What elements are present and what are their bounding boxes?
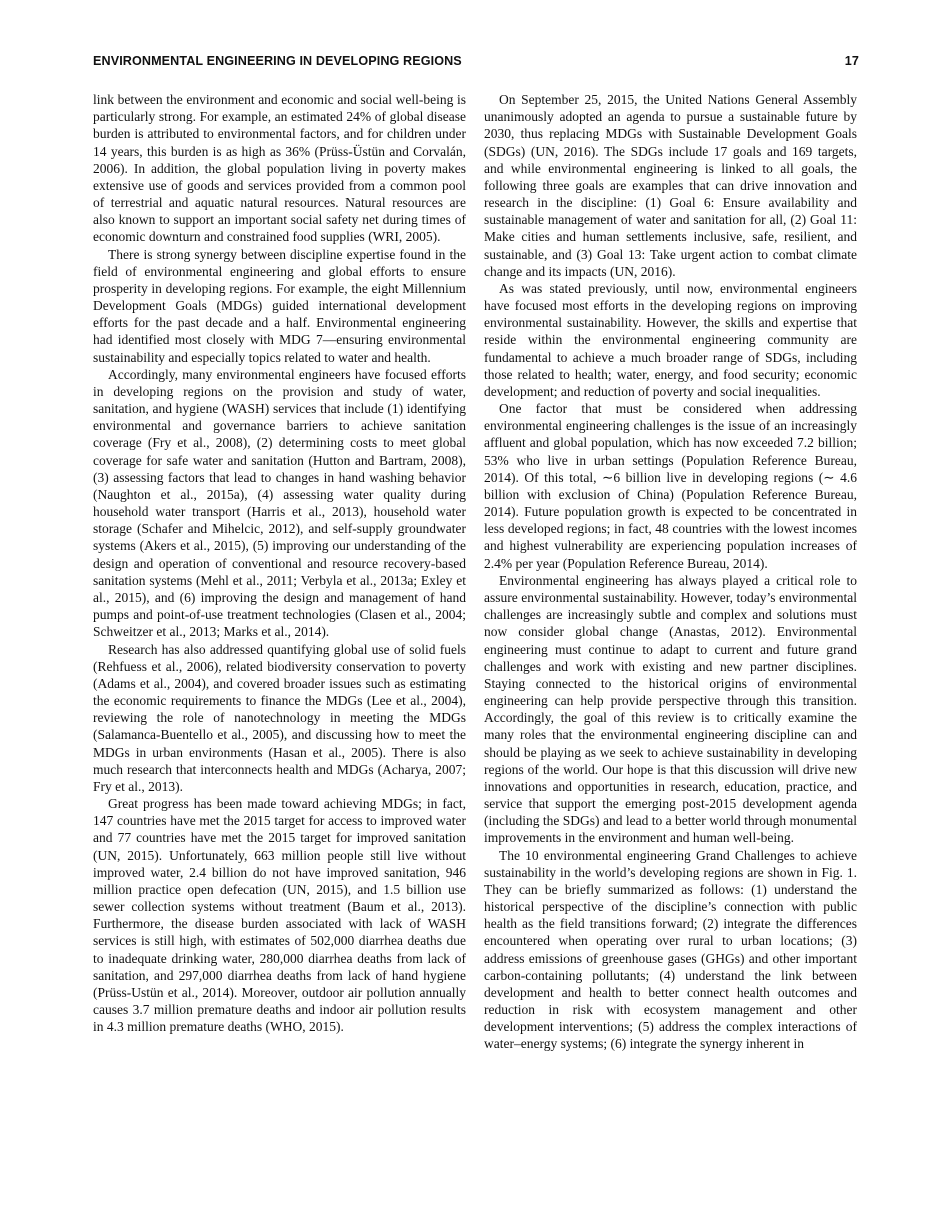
- page-number: 17: [844, 54, 859, 68]
- paragraph: Accordingly, many environmental engineers have focused efforts in developing regions on the provision and study of water, sanitation, and hygiene (WASH) services that include (1) identifying environmental and governance barriers to achieve sanitation coverage (Fry et al., 2008), (2) determining costs to meet global coverage for safe water and sanitation (Hutton and Bartram, 2008), (3) assessing factors that lead to changes in hand washing behavior (Naughton et al., 2015a), (4) assessing water quality during household water transport (Harris et al., 2013), household water storage (Schafer and Mihelcic, 2012), and self-supply groundwater systems (Akers et al., 2015), (5) improving our understanding of the design and operation of conventional and resource recovery-based sanitation systems (Mehl et al., 2011; Verbyla et al., 2013a; Exley et al., 2015), and (6) improving the design and management of hand pumps and point-of-use treatment technologies (Clasen et al., 2004; Schweitzer et al., 2013; Marks et al., 2014).: [93, 366, 466, 640]
- paragraph: The 10 environmental engineering Grand Challenges to achieve sustainability in the world’s developing regions are shown in Fig. 1. They can be briefly summarized as follows: (1) understand the historical perspective of the discipline’s connection with public health as the field transitions forward; (2) integrate the differences encountered when operating over rural to urban locations; (3) address emissions of greenhouse gases (GHGs) and other important carbon-containing pollutants; (4) understand the link between development and health to better connect health outcomes and reduction in risk with ecosystem management and other development interventions; (5) address the complex interactions of water–energy systems; (6) integrate the synergy inherent in: [484, 847, 857, 1052]
- running-header: [93, 54, 859, 72]
- left-column: [93, 91, 466, 1035]
- paragraph: Research has also addressed quantifying global use of solid fuels (Rehfuess et al., 2006), related biodiversity conservation to poverty (Adams et al., 2004), and covered broader issues such as estimating the economic requirements to finance the MDGs (Lee et al., 2004), reviewing the role of nanotechnology in meeting the MDGs (Salamanca-Buentello et al., 2005), and discussing how to meet the MDGs in urban environments (Hasan et al., 2005). There is also much research that interconnects health and MDGs (Acharya, 2007; Fry et al., 2013).: [93, 641, 466, 794]
- paragraph: There is strong synergy between discipline expertise found in the field of environmental engineering and global efforts to ensure prosperity in developing regions. For example, the eight Millennium Development Goals (MDGs) guided international development efforts for the past decade and a half. Environmental engineering had identified most closely with MDG 7—ensuring environmental sustainability and especially topics related to water and health.: [93, 246, 466, 365]
- right-column: [484, 91, 857, 1053]
- running-title: ENVIRONMENTAL ENGINEERING IN DEVELOPING REGIONS: [93, 54, 462, 68]
- paragraph: link between the environment and economic and social well-being is particularly strong. For example, an estimated 24% of global disease burden is attributed to environmental factors, and for children under 14 years, this burden is as high as 36% (Prüss-Üstün and Corvalán, 2006). In addition, the global population living in poverty makes extensive use of goods and services provided from a common pool of terrestrial and aquatic natural resources. Natural resources are also known to support an important social safety net during times of economic downturn and constrained food supplies (WRI, 2005).: [93, 92, 466, 245]
- paragraph: Environmental engineering has always played a critical role to assure environmental sustainability. However, today’s environmental challenges are increasingly subtle and complex and solutions must now consider global change (Anastas, 2012). Environmental engineering must continue to adapt to current and future grand challenges and work with existing and new partner disciplines. Staying connected to the historical origins of environmental engineering can help provide perspective through this transition. Accordingly, the goal of this review is to critically examine the many roles that the environmental engineering discipline can and should be playing as we seek to achieve sustainability in developing regions of the world. Our hope is that this discussion will drive new innovations and opportunities in research, education, practice, and service that support the emerging post-2015 development agenda (including the SDGs) and lead to a better world through monumental improvements in the environment and human well-being.: [484, 572, 857, 846]
- paragraph: As was stated previously, until now, environmental engineers have focused most efforts in the developing regions on improving environmental sustainability. However, the skills and expertise that reside within the environmental engineering community are fundamental to achieve a much broader range of SDGs, including those related to health; water, energy, and food security; economic development; and reduction of poverty and social inequalities.: [484, 280, 857, 399]
- paragraph: Great progress has been made toward achieving MDGs; in fact, 147 countries have met the 2015 target for access to improved water and 77 countries have met the 2015 target for improved sanitation (UN, 2015). Unfortunately, 663 million people still live without improved water, 2.4 billion do not have improved sanitation, 946 million practice open defecation (UN, 2015), and 1.5 billion use sewer collection systems without treatment (Baum et al., 2013). Furthermore, the disease burden associated with lack of WASH services is still high, with estimates of 502,000 diarrhea deaths due to inadequate drinking water, 280,000 diarrhea deaths from lack of sanitation, and 297,000 diarrhea deaths from lack of hand hygiene (Prüss-Ustün et al., 2014). Moreover, outdoor air pollution annually causes 3.7 million premature deaths and indoor air pollution results in 4.3 million premature deaths (WHO, 2015).: [93, 796, 466, 1035]
- paragraph: On September 25, 2015, the United Nations General Assembly unanimously adopted an agenda to pursue a sustainable future by 2030, thus replacing MDGs with Sustainable Development Goals (SDGs) (UN, 2016). The SDGs include 17 goals and 169 targets, and while environmental engineering is linked to all goals, the following three goals are examples that can drive innovation and research in the discipline: (1) Goal 6: Ensure availability and sustainable management of water and sanitation for all, (2) Goal 11: Make cities and human settlements inclusive, safe, resilient, and sustainable, and (3) Goal 13: Take urgent action to combat climate change and its impacts (UN, 2016).: [484, 92, 857, 279]
- paragraph: One factor that must be considered when addressing environmental engineering challenges is the issue of an increasingly affluent and global population, which has now exceeded 7.2 billion; 53% who live in urban settings (Population Reference Bureau, 2014). Of this total, ∼6 billion live in developing regions (∼ 4.6 billion with exclusion of China) (Population Reference Bureau, 2014). Future population growth is expected to be concentrated in less developed regions; in fact, 48 countries with the lowest incomes and highest vulnerability are experiencing population increases of 2.4% per year (Population Reference Bureau, 2014).: [484, 401, 857, 571]
